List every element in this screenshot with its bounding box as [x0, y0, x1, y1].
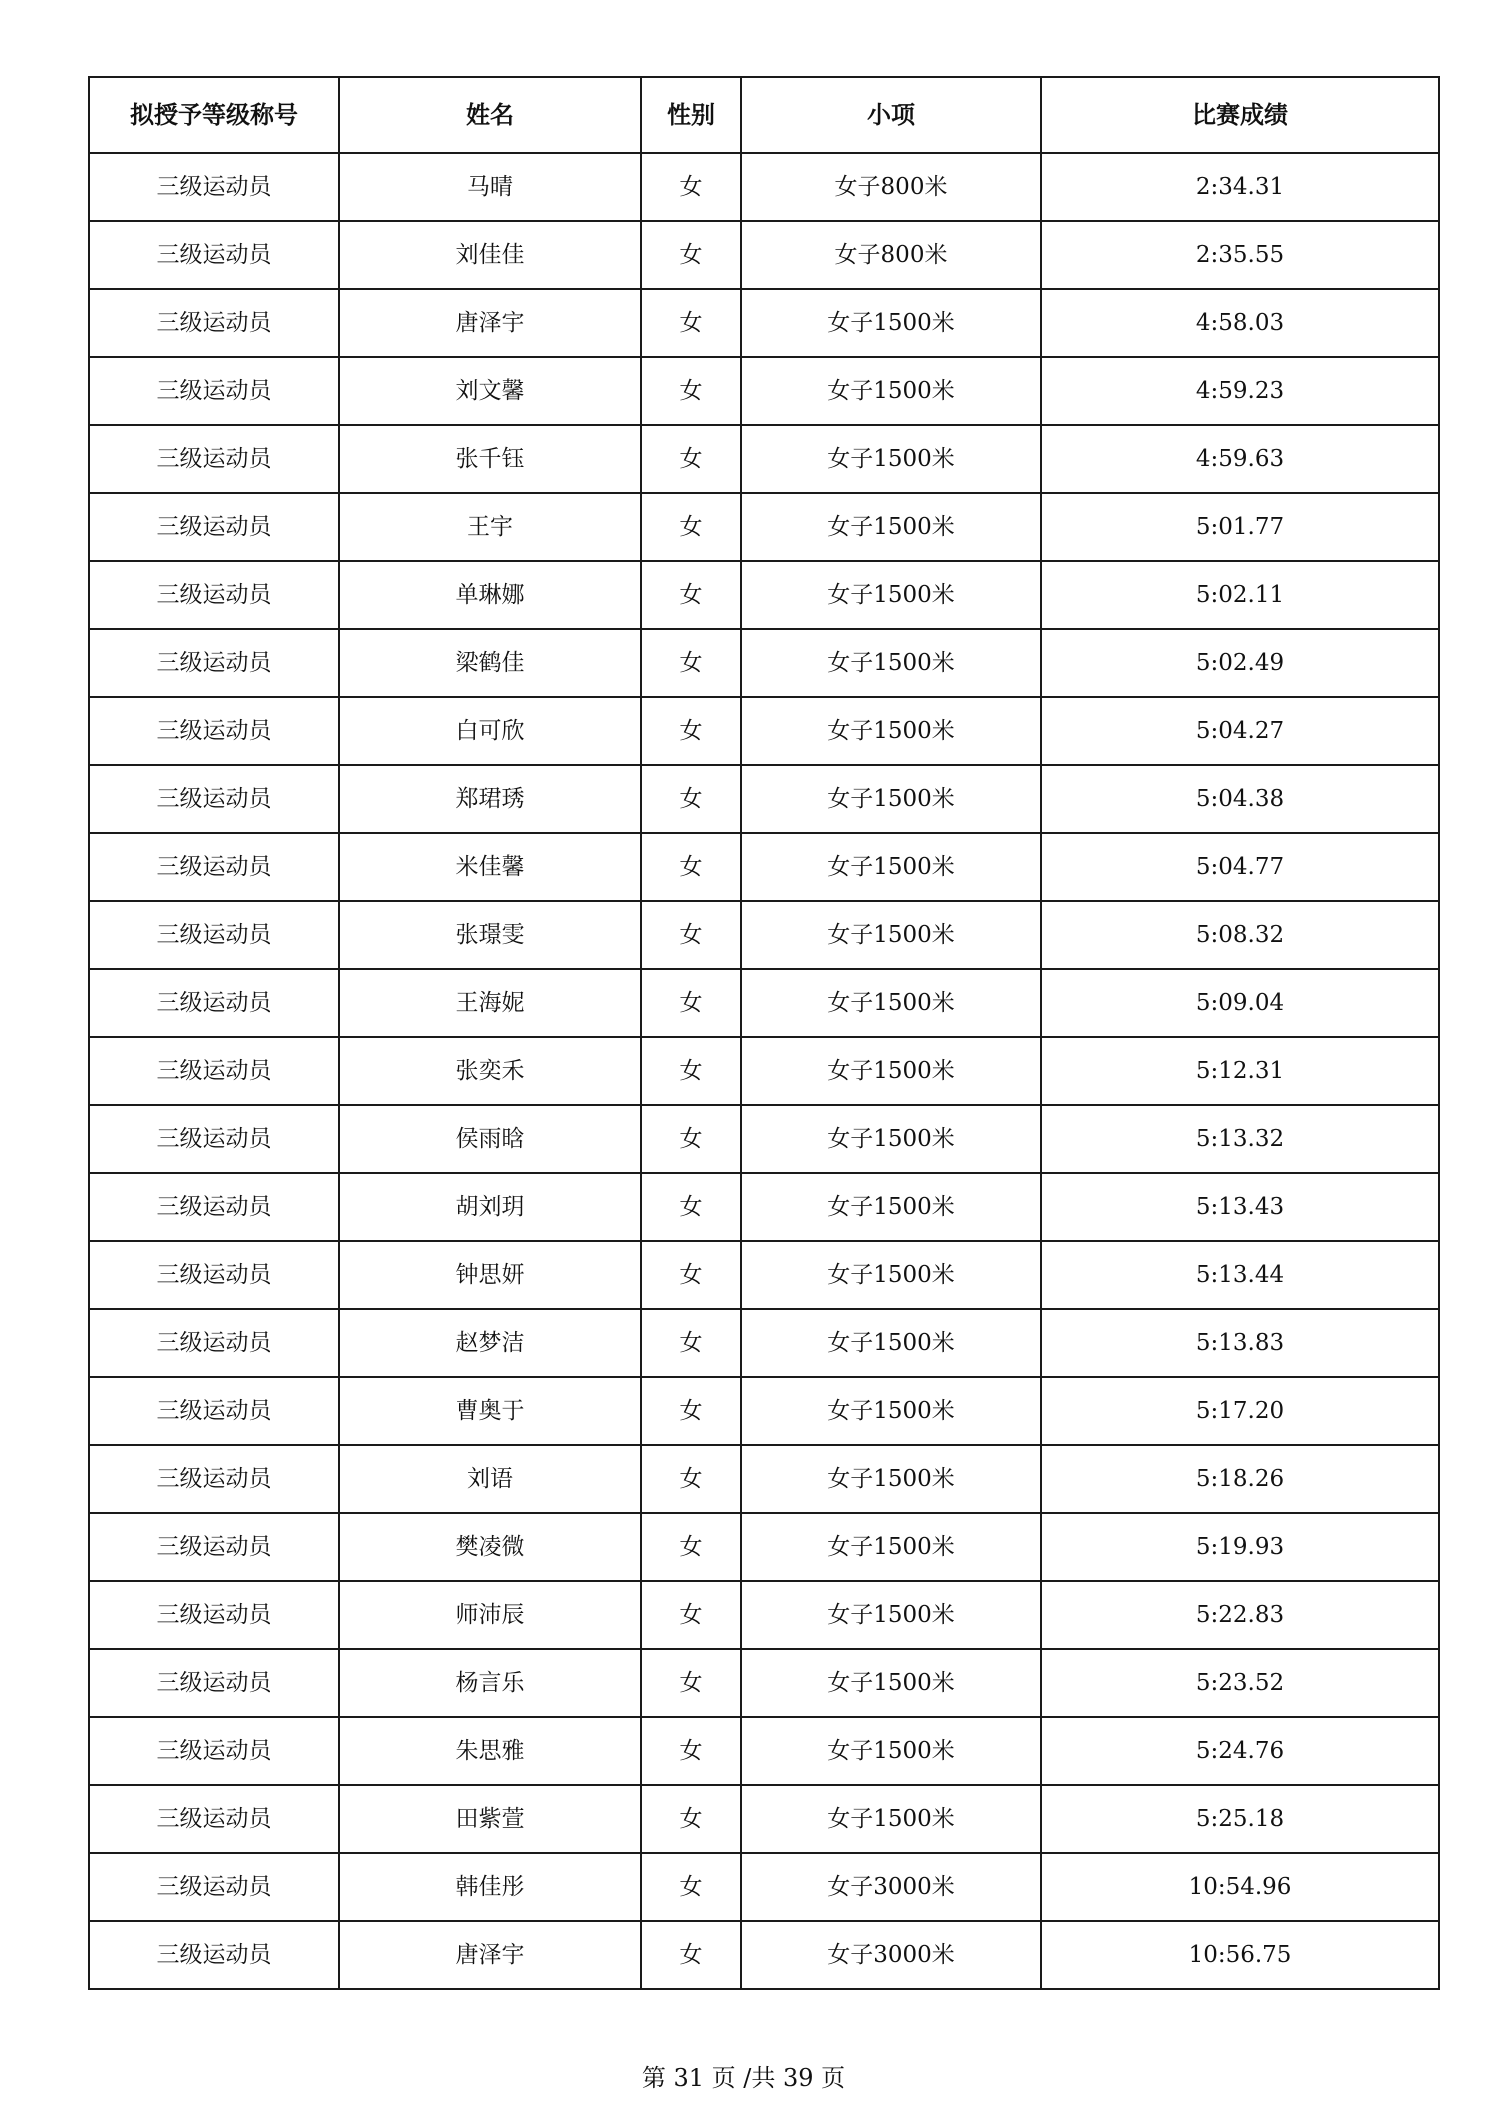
cell-result: 4:58.03	[1041, 289, 1439, 357]
cell-event: 女子1500米	[741, 1717, 1041, 1785]
cell-name: 胡刘玥	[339, 1173, 641, 1241]
cell-name: 韩佳彤	[339, 1853, 641, 1921]
cell-gender: 女	[641, 1377, 741, 1445]
cell-title: 三级运动员	[89, 561, 339, 629]
cell-result: 2:35.55	[1041, 221, 1439, 289]
table-row	[89, 1105, 1439, 1173]
header-gender: 性别	[641, 77, 741, 153]
cell-name: 刘语	[339, 1445, 641, 1513]
cell-result: 5:02.11	[1041, 561, 1439, 629]
cell-name: 曹奥于	[339, 1377, 641, 1445]
cell-gender: 女	[641, 1037, 741, 1105]
cell-title: 三级运动员	[89, 1581, 339, 1649]
cell-name: 唐泽宇	[339, 1921, 641, 1989]
cell-title: 三级运动员	[89, 1853, 339, 1921]
cell-gender: 女	[641, 1853, 741, 1921]
cell-result: 5:02.49	[1041, 629, 1439, 697]
cell-title: 三级运动员	[89, 1785, 339, 1853]
table-row	[89, 1173, 1439, 1241]
cell-event: 女子1500米	[741, 1513, 1041, 1581]
cell-name: 单琳娜	[339, 561, 641, 629]
header-event: 小项	[741, 77, 1041, 153]
table-row	[89, 1581, 1439, 1649]
cell-title: 三级运动员	[89, 901, 339, 969]
cell-gender: 女	[641, 697, 741, 765]
cell-event: 女子1500米	[741, 629, 1041, 697]
cell-event: 女子1500米	[741, 1105, 1041, 1173]
cell-gender: 女	[641, 1309, 741, 1377]
table-row	[89, 493, 1439, 561]
table-row	[89, 1649, 1439, 1717]
cell-title: 三级运动员	[89, 1241, 339, 1309]
table-row	[89, 153, 1439, 221]
cell-name: 张千钰	[339, 425, 641, 493]
table-row	[89, 833, 1439, 901]
table-row	[89, 357, 1439, 425]
cell-result: 5:25.18	[1041, 1785, 1439, 1853]
cell-result: 5:22.83	[1041, 1581, 1439, 1649]
cell-gender: 女	[641, 1241, 741, 1309]
table-row	[89, 1377, 1439, 1445]
cell-gender: 女	[641, 289, 741, 357]
cell-name: 刘文馨	[339, 357, 641, 425]
table-row	[89, 969, 1439, 1037]
table-row	[89, 1513, 1439, 1581]
table-row	[89, 1785, 1439, 1853]
cell-event: 女子1500米	[741, 493, 1041, 561]
cell-result: 5:23.52	[1041, 1649, 1439, 1717]
cell-gender: 女	[641, 1717, 741, 1785]
cell-event: 女子1500米	[741, 697, 1041, 765]
cell-title: 三级运动员	[89, 221, 339, 289]
cell-event: 女子1500米	[741, 357, 1041, 425]
cell-gender: 女	[641, 357, 741, 425]
cell-title: 三级运动员	[89, 153, 339, 221]
header-name: 姓名	[339, 77, 641, 153]
cell-title: 三级运动员	[89, 1105, 339, 1173]
cell-name: 侯雨晗	[339, 1105, 641, 1173]
cell-title: 三级运动员	[89, 697, 339, 765]
cell-result: 4:59.23	[1041, 357, 1439, 425]
cell-event: 女子1500米	[741, 425, 1041, 493]
cell-event: 女子1500米	[741, 1309, 1041, 1377]
cell-title: 三级运动员	[89, 833, 339, 901]
cell-gender: 女	[641, 1445, 741, 1513]
table-header-row	[89, 77, 1439, 153]
cell-event: 女子1500米	[741, 561, 1041, 629]
cell-result: 5:13.44	[1041, 1241, 1439, 1309]
cell-result: 5:19.93	[1041, 1513, 1439, 1581]
cell-event: 女子1500米	[741, 969, 1041, 1037]
table-row	[89, 289, 1439, 357]
cell-result: 5:09.04	[1041, 969, 1439, 1037]
cell-name: 朱思雅	[339, 1717, 641, 1785]
cell-title: 三级运动员	[89, 1717, 339, 1785]
table-row	[89, 1717, 1439, 1785]
cell-event: 女子1500米	[741, 1037, 1041, 1105]
cell-title: 三级运动员	[89, 1309, 339, 1377]
cell-gender: 女	[641, 1513, 741, 1581]
table-row	[89, 629, 1439, 697]
cell-name: 唐泽宇	[339, 289, 641, 357]
cell-title: 三级运动员	[89, 1921, 339, 1989]
cell-gender: 女	[641, 1649, 741, 1717]
cell-result: 5:04.77	[1041, 833, 1439, 901]
cell-gender: 女	[641, 425, 741, 493]
cell-event: 女子1500米	[741, 765, 1041, 833]
cell-name: 张奕禾	[339, 1037, 641, 1105]
cell-gender: 女	[641, 833, 741, 901]
cell-title: 三级运动员	[89, 289, 339, 357]
athlete-table	[88, 76, 1440, 1990]
cell-event: 女子1500米	[741, 1445, 1041, 1513]
table-row	[89, 1445, 1439, 1513]
table-row	[89, 697, 1439, 765]
cell-gender: 女	[641, 901, 741, 969]
cell-result: 5:01.77	[1041, 493, 1439, 561]
cell-title: 三级运动员	[89, 1173, 339, 1241]
cell-title: 三级运动员	[89, 1513, 339, 1581]
cell-gender: 女	[641, 561, 741, 629]
cell-name: 张璟雯	[339, 901, 641, 969]
cell-name: 郑珺琇	[339, 765, 641, 833]
cell-event: 女子1500米	[741, 1785, 1041, 1853]
cell-name: 钟思妍	[339, 1241, 641, 1309]
cell-name: 白可欣	[339, 697, 641, 765]
cell-result: 5:04.27	[1041, 697, 1439, 765]
cell-title: 三级运动员	[89, 629, 339, 697]
cell-name: 米佳馨	[339, 833, 641, 901]
cell-result: 5:24.76	[1041, 1717, 1439, 1785]
cell-name: 杨言乐	[339, 1649, 641, 1717]
table-row	[89, 765, 1439, 833]
cell-result: 5:12.31	[1041, 1037, 1439, 1105]
cell-name: 王宇	[339, 493, 641, 561]
cell-gender: 女	[641, 1173, 741, 1241]
cell-title: 三级运动员	[89, 493, 339, 561]
table-row	[89, 1241, 1439, 1309]
cell-name: 师沛辰	[339, 1581, 641, 1649]
cell-result: 10:54.96	[1041, 1853, 1439, 1921]
cell-gender: 女	[641, 1921, 741, 1989]
cell-event: 女子3000米	[741, 1921, 1041, 1989]
cell-event: 女子1500米	[741, 833, 1041, 901]
cell-result: 10:56.75	[1041, 1921, 1439, 1989]
cell-gender: 女	[641, 1105, 741, 1173]
table-row	[89, 1853, 1439, 1921]
header-result: 比赛成绩	[1041, 77, 1439, 153]
cell-name: 赵梦洁	[339, 1309, 641, 1377]
cell-result: 5:13.43	[1041, 1173, 1439, 1241]
cell-event: 女子1500米	[741, 1649, 1041, 1717]
cell-event: 女子1500米	[741, 1377, 1041, 1445]
table-row	[89, 1921, 1439, 1989]
cell-result: 2:34.31	[1041, 153, 1439, 221]
cell-gender: 女	[641, 153, 741, 221]
cell-title: 三级运动员	[89, 1445, 339, 1513]
cell-name: 梁鹤佳	[339, 629, 641, 697]
cell-event: 女子1500米	[741, 1581, 1041, 1649]
cell-event: 女子800米	[741, 221, 1041, 289]
table-row	[89, 1037, 1439, 1105]
cell-event: 女子3000米	[741, 1853, 1041, 1921]
cell-gender: 女	[641, 1581, 741, 1649]
table-row	[89, 1309, 1439, 1377]
cell-result: 4:59.63	[1041, 425, 1439, 493]
cell-title: 三级运动员	[89, 357, 339, 425]
cell-title: 三级运动员	[89, 1377, 339, 1445]
cell-name: 马晴	[339, 153, 641, 221]
header-title: 拟授予等级称号	[89, 77, 339, 153]
table-row	[89, 561, 1439, 629]
cell-title: 三级运动员	[89, 765, 339, 833]
cell-title: 三级运动员	[89, 425, 339, 493]
cell-gender: 女	[641, 1785, 741, 1853]
cell-result: 5:04.38	[1041, 765, 1439, 833]
cell-event: 女子1500米	[741, 1173, 1041, 1241]
cell-gender: 女	[641, 493, 741, 561]
table-row	[89, 901, 1439, 969]
table-row	[89, 221, 1439, 289]
cell-title: 三级运动员	[89, 969, 339, 1037]
cell-gender: 女	[641, 629, 741, 697]
cell-result: 5:13.32	[1041, 1105, 1439, 1173]
table-body	[89, 153, 1439, 1989]
cell-title: 三级运动员	[89, 1649, 339, 1717]
cell-gender: 女	[641, 221, 741, 289]
cell-gender: 女	[641, 765, 741, 833]
cell-title: 三级运动员	[89, 1037, 339, 1105]
cell-event: 女子800米	[741, 153, 1041, 221]
cell-name: 田紫萱	[339, 1785, 641, 1853]
cell-name: 王海妮	[339, 969, 641, 1037]
cell-event: 女子1500米	[741, 289, 1041, 357]
cell-name: 刘佳佳	[339, 221, 641, 289]
cell-result: 5:13.83	[1041, 1309, 1439, 1377]
cell-result: 5:18.26	[1041, 1445, 1439, 1513]
cell-event: 女子1500米	[741, 901, 1041, 969]
cell-name: 樊凌微	[339, 1513, 641, 1581]
cell-gender: 女	[641, 969, 741, 1037]
cell-result: 5:08.32	[1041, 901, 1439, 969]
cell-event: 女子1500米	[741, 1241, 1041, 1309]
page-number: 第 31 页 /共 39 页	[641, 2064, 846, 2092]
table-row	[89, 425, 1439, 493]
cell-result: 5:17.20	[1041, 1377, 1439, 1445]
